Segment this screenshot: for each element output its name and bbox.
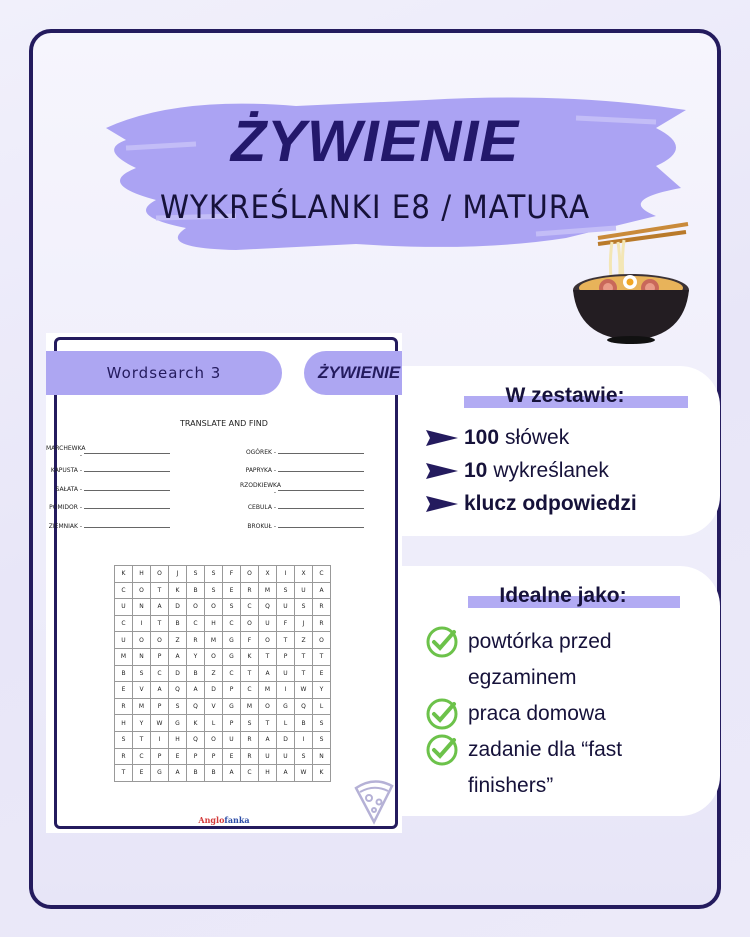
grid-cell: A [169,765,187,782]
wordsearch-grid [114,565,331,782]
grid-cell: E [223,583,241,600]
worksheet-label: Wordsearch 3 [46,351,282,395]
grid-cell: L [205,715,223,732]
grid-cell: O [259,699,277,716]
grid-cell: T [151,583,169,600]
arrow-right-icon [426,496,458,512]
grid-cell: E [133,765,151,782]
check-circle-icon [424,696,460,732]
grid-cell: C [115,616,133,633]
grid-cell: D [277,732,295,749]
grid-cell: O [205,732,223,749]
grid-cell: V [205,699,223,716]
grid-cell: E [115,682,133,699]
grid-cell: S [115,732,133,749]
pizza-slice-icon [352,776,396,826]
grid-cell: I [277,682,295,699]
grid-cell: R [313,599,331,616]
grid-cell: T [115,765,133,782]
grid-cell: S [241,715,259,732]
grid-cell: U [295,583,313,600]
vocab-word: MARCHEWKA - [46,445,86,460]
grid-cell: O [205,599,223,616]
grid-cell: W [295,765,313,782]
grid-cell: C [241,765,259,782]
grid-cell: S [295,599,313,616]
grid-cell: K [187,715,205,732]
grid-cell: R [241,749,259,766]
grid-cell: C [187,616,205,633]
grid-cell: S [169,699,187,716]
grid-cell: A [187,682,205,699]
grid-cell: I [151,732,169,749]
grid-cell: G [277,699,295,716]
grid-cell: N [133,599,151,616]
worksheet-preview [46,333,402,833]
grid-cell: U [259,616,277,633]
grid-cell: T [277,632,295,649]
grid-cell: O [241,616,259,633]
grid-cell: S [223,599,241,616]
grid-cell: K [313,765,331,782]
grid-cell: P [205,749,223,766]
grid-cell: H [115,715,133,732]
grid-cell: M [115,649,133,666]
grid-cell: P [223,682,241,699]
grid-cell: A [223,765,241,782]
grid-cell: O [241,566,259,583]
grid-cell: M [133,699,151,716]
grid-cell: H [259,765,277,782]
grid-cell: U [223,732,241,749]
vocab-word: SAŁATA - [55,485,82,493]
grid-cell: N [133,649,151,666]
grid-cell: R [115,749,133,766]
grid-cell: J [169,566,187,583]
grid-cell: G [151,765,169,782]
grid-cell: O [151,566,169,583]
worksheet-instruction: TRANSLATE AND FIND [180,419,268,428]
grid-cell: Z [169,632,187,649]
grid-cell: T [151,616,169,633]
grid-cell: O [151,632,169,649]
grid-cell: G [169,715,187,732]
grid-cell: C [133,749,151,766]
grid-cell: G [223,649,241,666]
grid-cell: S [205,583,223,600]
arrow-right-icon [426,463,458,479]
grid-cell: F [277,616,295,633]
grid-cell: X [259,566,277,583]
grid-cell: U [277,749,295,766]
grid-cell: C [241,682,259,699]
grid-cell: W [151,715,169,732]
grid-cell: P [151,699,169,716]
grid-cell: O [133,632,151,649]
grid-cell: K [169,583,187,600]
grid-cell: U [277,599,295,616]
grid-cell: T [295,666,313,683]
check-circle-icon [424,732,460,768]
grid-cell: A [169,649,187,666]
grid-cell: E [169,749,187,766]
vocab-list-right [240,443,364,536]
ideal-for-item: zadanie dla “fast finishers” [424,732,688,804]
grid-cell: O [187,599,205,616]
vocab-word: PAPRYKA - [245,467,276,475]
grid-cell: U [277,666,295,683]
vocab-word: POMIDOR - [49,504,82,512]
grid-cell: T [133,732,151,749]
brand-logo: Anglofanka [198,815,250,825]
grid-cell: S [133,666,151,683]
grid-cell: Z [295,632,313,649]
grid-cell: M [259,583,277,600]
grid-cell: L [277,715,295,732]
grid-cell: T [259,715,277,732]
grid-cell: A [151,682,169,699]
grid-cell: M [241,699,259,716]
grid-cell: A [259,666,277,683]
grid-cell: I [133,616,151,633]
grid-cell: N [313,749,331,766]
grid-cell: P [277,649,295,666]
grid-cell: Z [205,666,223,683]
grid-cell: S [205,566,223,583]
ideal-for-item: powtórka przed egzaminem [424,624,688,696]
grid-cell: C [223,666,241,683]
grid-cell: Q [187,699,205,716]
grid-cell: A [277,765,295,782]
grid-cell: B [187,765,205,782]
grid-cell: J [295,616,313,633]
arrow-right-icon [426,430,458,446]
contents-card [402,366,720,536]
grid-cell: B [115,666,133,683]
grid-cell: Y [133,715,151,732]
grid-cell: H [169,732,187,749]
grid-cell: T [295,649,313,666]
grid-cell: E [313,666,331,683]
ramen-bowl-icon [568,220,694,344]
grid-cell: D [169,666,187,683]
ideal-for-item: praca domowa [424,696,688,732]
grid-cell: X [295,566,313,583]
vocab-word: KAPUSTA - [50,467,82,475]
grid-cell: F [223,566,241,583]
ideal-for-card [402,566,720,816]
grid-cell: K [241,649,259,666]
grid-cell: S [187,566,205,583]
grid-cell: R [313,616,331,633]
grid-cell: P [151,749,169,766]
grid-cell: D [169,599,187,616]
grid-cell: O [313,632,331,649]
grid-cell: O [133,583,151,600]
grid-cell: P [151,649,169,666]
grid-cell: V [133,682,151,699]
grid-cell: O [205,649,223,666]
grid-cell: T [313,649,331,666]
grid-cell: R [241,583,259,600]
grid-cell: G [223,632,241,649]
grid-cell: T [241,666,259,683]
grid-cell: S [277,583,295,600]
grid-cell: S [313,715,331,732]
grid-cell: M [259,682,277,699]
vocab-word: OGÓREK - [245,448,276,456]
grid-cell: I [295,732,313,749]
grid-cell: C [115,583,133,600]
grid-cell: B [295,715,313,732]
page-title: ŻYWIENIE [230,109,520,174]
grid-cell: S [295,749,313,766]
grid-cell: F [241,632,259,649]
grid-cell: G [223,699,241,716]
grid-cell: B [205,765,223,782]
grid-cell: K [115,566,133,583]
grid-cell: Q [259,599,277,616]
grid-cell: A [259,732,277,749]
grid-cell: R [187,632,205,649]
grid-cell: A [313,583,331,600]
grid-cell: H [205,616,223,633]
grid-cell: A [151,599,169,616]
grid-cell: B [187,666,205,683]
grid-cell: H [133,566,151,583]
grid-cell: C [313,566,331,583]
grid-cell: U [115,632,133,649]
vocab-word: RZODKIEWKA - [240,482,281,497]
grid-cell: T [259,649,277,666]
grid-cell: W [295,682,313,699]
grid-cell: M [205,632,223,649]
check-circle-icon [424,624,460,660]
grid-cell: U [115,599,133,616]
vocab-word: CEBULA - [247,504,276,512]
vocab-list-left [46,443,170,536]
grid-cell: C [223,616,241,633]
grid-cell: P [223,715,241,732]
grid-cell: Q [187,732,205,749]
contents-item: klucz odpowiedzi [426,492,643,516]
grid-cell: B [187,583,205,600]
grid-cell: Y [187,649,205,666]
grid-cell: E [223,749,241,766]
grid-cell: C [151,666,169,683]
ideal-for-card-title: Idealne jako: [476,584,650,608]
grid-cell: C [241,599,259,616]
grid-cell: Q [169,682,187,699]
grid-cell: R [115,699,133,716]
vocab-word: ZIEMNIAK - [48,522,82,530]
grid-cell: I [277,566,295,583]
contents-card-title: W zestawie: [472,384,658,408]
contents-item: 10 wykreślanek [426,459,609,483]
grid-cell: P [187,749,205,766]
grid-cell: S [313,732,331,749]
grid-cell: R [241,732,259,749]
grid-cell: D [205,682,223,699]
worksheet-topic: ŻYWIENIE [304,351,402,395]
grid-cell: B [169,616,187,633]
grid-cell: Y [313,682,331,699]
grid-cell: Q [295,699,313,716]
page-subtitle: WYKREŚLANKI E8 / MATURA [159,188,591,226]
vocab-word: BROKUŁ - [247,522,276,530]
grid-cell: L [313,699,331,716]
grid-cell: U [259,749,277,766]
grid-cell: O [259,632,277,649]
contents-item: 100 słówek [426,426,569,450]
